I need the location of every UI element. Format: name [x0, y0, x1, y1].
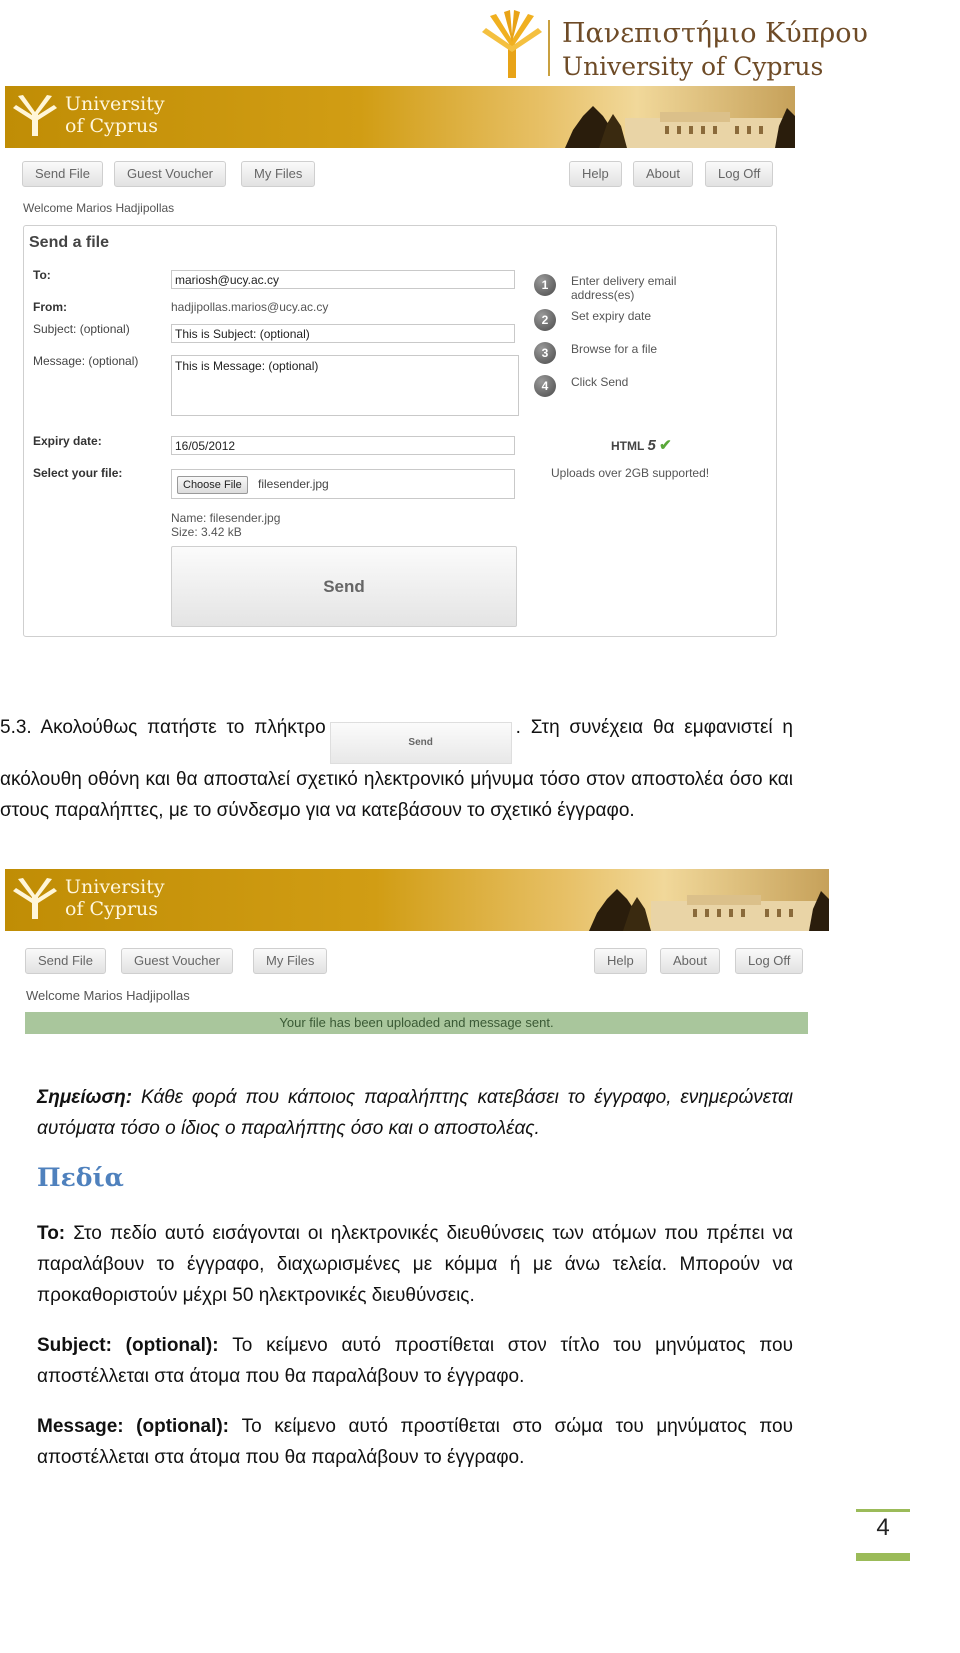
- select-file-label: Select your file:: [33, 466, 123, 480]
- check-icon: ✔: [659, 437, 672, 454]
- from-label: From:: [33, 300, 67, 314]
- step-3-icon: 3: [534, 342, 556, 364]
- section-5-3-paragraph: 5.3. Ακολούθως πατήστε το πλήκτροSend. Στη συνέχεια θα εμφανιστεί η ακόλουθη οθόνη και θα αποσταλεί σχετικό ηλεκτρονικό μήνυμα τόσο στον αποστολέα όσο και στους παραλήπτες, με το σύνδεσμο για να κατεβάσουν το σχετικό έγγραφο.: [0, 717, 794, 821]
- fields-heading: Πεδία: [37, 1163, 124, 1192]
- field-term: Message: (optional):: [37, 1416, 230, 1437]
- step-3-text: Browse for a file: [571, 342, 658, 356]
- step-4-text: Click Send: [571, 375, 629, 389]
- logo-greek-name: Πανεπιστήμιο Κύπρου: [562, 18, 868, 49]
- step-1-text: Enter delivery email address(es): [571, 274, 677, 302]
- to-input[interactable]: mariosh@ucy.ac.cy: [171, 270, 515, 289]
- university-logo: [470, 6, 868, 86]
- banner-2: [5, 869, 829, 931]
- selected-file-name: filesender.jpg: [258, 477, 329, 491]
- section-number: 5.3.: [0, 717, 32, 738]
- note-paragraph: Σημείωση: Κάθε φορά που κάποιος παραλήπτης κατεβάσει το έγγραφο, ενημερώνεται αυτόματα τόσο ο ίδιος ο παραλήπτης όσο και ο αποστολέας.: [37, 1087, 794, 1139]
- file-size-meta: Size: 3.42 kB: [171, 525, 242, 539]
- page-number: 4: [876, 1514, 890, 1541]
- message-label: Message: (optional): [33, 354, 139, 368]
- step-1-icon: 1: [534, 274, 556, 296]
- upload-status-bar: Your file has been uploaded and message sent.: [25, 1012, 808, 1034]
- inline-send-button-image: Send: [330, 722, 512, 764]
- about-button-2[interactable]: About: [660, 948, 720, 974]
- about-button[interactable]: About: [633, 161, 693, 187]
- banner-title: University of Cyprus: [65, 93, 165, 137]
- to-label: To:: [33, 268, 51, 282]
- banner-title: University of Cyprus: [65, 876, 165, 920]
- uploads-note: Uploads over 2GB supported!: [551, 466, 710, 480]
- field-message-description: Message: (optional): Το κείμενο αυτό προστίθεται στο σώμα του μηνύματος που αποστέλλεται στα άτομα που θα παραλάβουν το έγγραφο.: [37, 1416, 793, 1468]
- subject-label: Subject: (optional): [33, 322, 130, 336]
- guest-voucher-button[interactable]: Guest Voucher: [114, 161, 226, 187]
- page-number-rule: [856, 1509, 910, 1512]
- panel-title: Send a file: [29, 234, 110, 251]
- choose-file-button[interactable]: Choose File: [177, 476, 248, 494]
- subject-input[interactable]: This is Subject: (optional): [171, 324, 515, 343]
- campus-scene-icon: [589, 869, 829, 931]
- guest-voucher-button-2[interactable]: Guest Voucher: [121, 948, 233, 974]
- help-button[interactable]: Help: [569, 161, 622, 187]
- send-file-button[interactable]: Send File: [22, 161, 103, 187]
- banner-1: [5, 86, 795, 148]
- field-term: Subject: (optional):: [37, 1335, 219, 1356]
- expiry-label: Expiry date:: [33, 434, 102, 448]
- step-4-icon: 4: [534, 375, 556, 397]
- field-subject-description: Subject: (optional): Το κείμενο αυτό προστίθεται στον τίτλο του μηνύματος που αποστέλλεται στα άτομα που θα παραλάβουν το έγγραφο.: [37, 1335, 793, 1387]
- file-name-meta: Name: filesender.jpg: [171, 511, 281, 525]
- campus-scene-icon: [565, 86, 795, 148]
- from-value: hadjipollas.marios@ucy.ac.cy: [171, 300, 329, 314]
- help-button-2[interactable]: Help: [594, 948, 647, 974]
- welcome-text: Welcome Marios Hadjipollas: [23, 201, 175, 215]
- html5-badge: HTML 5 ✔: [611, 437, 672, 454]
- logo-english-name: University of Cyprus: [562, 52, 824, 81]
- my-files-button-2[interactable]: My Files: [253, 948, 327, 974]
- step-2-icon: 2: [534, 309, 556, 331]
- note-label: Σημείωση:: [37, 1087, 133, 1108]
- banner-tree-icon: [12, 875, 58, 921]
- log-off-button[interactable]: Log Off: [705, 161, 773, 187]
- field-term: To:: [37, 1223, 66, 1244]
- field-to-description: To: Στο πεδίο αυτό εισάγονται οι ηλεκτρονικές διευθύνσεις των ατόμων που πρέπει να παραλάβουν το έγγραφο, διαχωρισμένες με κόμμα ή με άνω τελεία. Μπορούν να προκαθοριστούν μέχρι 50 ηλεκτρονικές διευθύνσεις.: [37, 1223, 794, 1306]
- page-number-footer-bar: [856, 1553, 910, 1561]
- tree-logo-icon: [480, 8, 544, 80]
- banner-tree-icon: [12, 92, 58, 138]
- step-2-text: Set expiry date: [571, 309, 652, 323]
- welcome-text-2: Welcome Marios Hadjipollas: [26, 988, 190, 1003]
- expiry-date-input[interactable]: 16/05/2012: [171, 436, 515, 455]
- message-textarea[interactable]: This is Message: (optional): [171, 355, 519, 416]
- send-file-button-2[interactable]: Send File: [25, 948, 106, 974]
- send-button[interactable]: Send: [171, 546, 517, 627]
- my-files-button[interactable]: My Files: [241, 161, 315, 187]
- send-file-panel: [23, 225, 777, 637]
- log-off-button-2[interactable]: Log Off: [735, 948, 803, 974]
- file-input: [171, 469, 515, 499]
